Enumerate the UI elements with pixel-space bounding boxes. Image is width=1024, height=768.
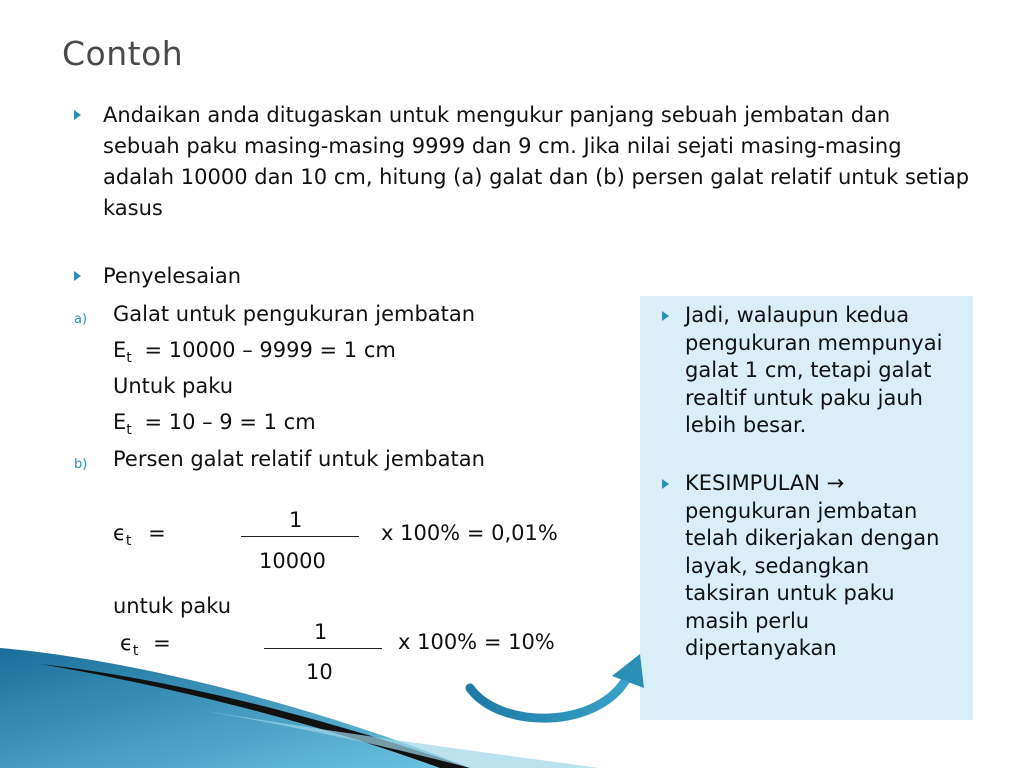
fraction-denominator: 10 bbox=[306, 660, 333, 684]
conclusion-text-1: Jadi, walaupun kedua pengukuran mempunyai galat 1 cm, tetapi galat realtif untuk paku jauh lebih besar. bbox=[685, 303, 943, 437]
paku-label: Untuk paku bbox=[113, 374, 234, 398]
conclusion-text-2 bbox=[685, 470, 960, 663]
item-a-text: Galat untuk pengukuran jembatan bbox=[113, 302, 476, 326]
intro-bullet bbox=[74, 100, 974, 224]
item-b-text: Persen galat relatif untuk jembatan bbox=[113, 447, 485, 471]
fraction-result: x 100% = 0,01% bbox=[381, 521, 558, 545]
fraction-denominator: 10000 bbox=[259, 549, 326, 573]
conclusion-box bbox=[640, 296, 973, 720]
item-marker-b: b) bbox=[74, 457, 88, 472]
equation-et-paku bbox=[113, 410, 316, 438]
conclusion-rest: pengukuran jembatan telah dikerjakan dengan layak, sedangkan taksiran untuk paku masih perlu dipertanyakan bbox=[685, 498, 940, 660]
paku-label-2: untuk paku bbox=[113, 594, 232, 618]
et-equation: = 10 – 9 = 1 cm bbox=[144, 410, 316, 434]
et-subscript: t bbox=[126, 350, 132, 367]
fraction-numerator: 1 bbox=[289, 508, 303, 532]
epsilon-symbol: ϵ bbox=[113, 521, 126, 545]
conclusion-item-1 bbox=[662, 302, 960, 440]
conclusion-keyword: KESIMPULAN bbox=[685, 471, 820, 495]
et-symbol: E bbox=[113, 338, 127, 362]
epsilon-subscript: t bbox=[132, 643, 139, 660]
et-symbol: E bbox=[113, 410, 127, 434]
bullet-triangle-icon bbox=[662, 311, 669, 321]
equals-sign: = bbox=[153, 631, 171, 655]
epsilon-jembatan bbox=[113, 521, 166, 549]
bullet-triangle-icon bbox=[74, 271, 81, 281]
et-subscript: t bbox=[126, 422, 132, 439]
fraction-numerator: 1 bbox=[314, 620, 328, 644]
right-arrow-icon: → bbox=[826, 471, 845, 495]
curved-arrow-shaft bbox=[470, 676, 628, 718]
conclusion-item-2 bbox=[662, 470, 960, 663]
solution-heading: Penyelesaian bbox=[103, 264, 242, 288]
fraction-bar bbox=[241, 536, 359, 537]
epsilon-subscript: t bbox=[125, 533, 132, 550]
equals-sign: = bbox=[148, 521, 166, 545]
bullet-triangle-icon bbox=[662, 479, 669, 489]
curved-arrow-icon bbox=[460, 650, 660, 730]
solution-heading-bullet bbox=[74, 264, 241, 288]
epsilon-symbol: ϵ bbox=[120, 631, 133, 655]
equation-et-jembatan bbox=[113, 338, 396, 366]
intro-text: Andaikan anda ditugaskan untuk mengukur panjang sebuah jembatan dan sebuah paku masing-masing 9999 dan 9 cm. Jika nilai sejati masing-masing adalah 10000 dan 10 cm, hitung (a) galat dan (b) persen galat relatif untuk setiap kasus bbox=[103, 103, 970, 220]
et-equation: = 10000 – 9999 = 1 cm bbox=[144, 338, 396, 362]
fraction-result: x 100% = 10% bbox=[398, 630, 555, 654]
bullet-triangle-icon bbox=[74, 110, 81, 120]
page-title: Contoh bbox=[62, 34, 184, 73]
item-marker-a: a) bbox=[74, 312, 88, 327]
